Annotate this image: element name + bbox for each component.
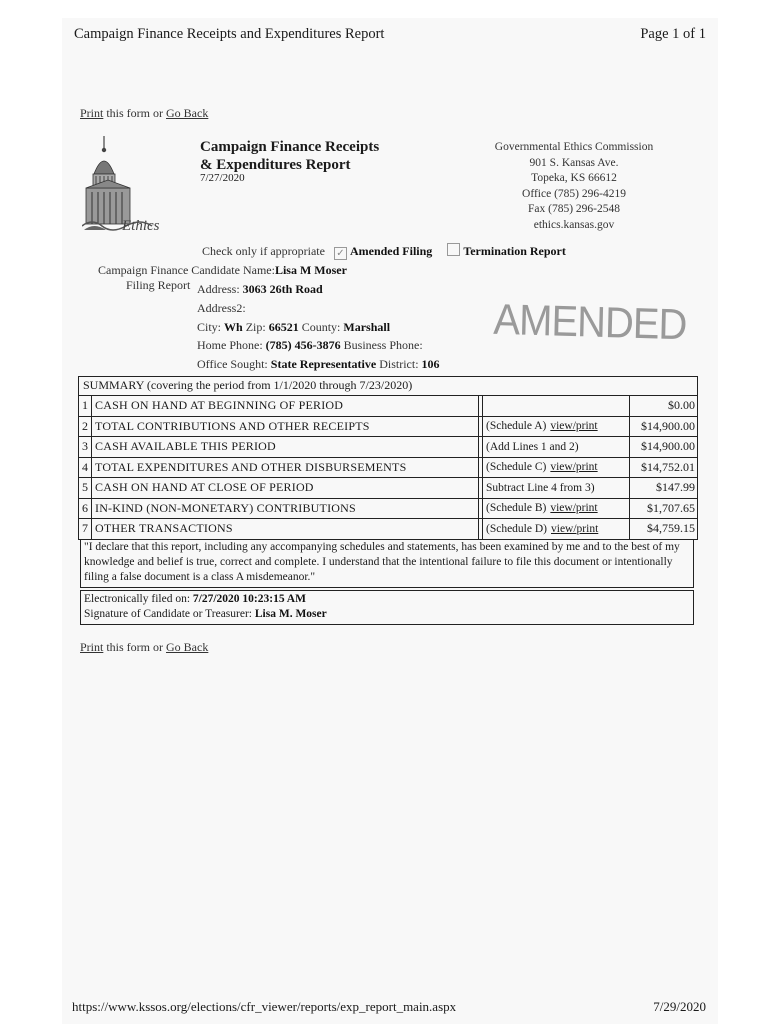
office-row (197, 357, 440, 372)
termination-report-checkbox[interactable] (447, 243, 460, 256)
city-label: City: (197, 320, 222, 334)
print-link-bottom[interactable]: Print (80, 640, 104, 654)
summary-amount: $14,752.01 (641, 459, 695, 474)
address2-label: Address2: (197, 301, 246, 315)
signer-name: Lisa M. Moser (254, 608, 327, 620)
summary-row (79, 519, 697, 539)
amended-filing-checkbox[interactable]: ✓ (334, 247, 347, 260)
summary-schedule-cell (483, 396, 630, 416)
summary-schedule-cell (483, 519, 630, 539)
capitol-ethics-logo (82, 134, 170, 234)
summary-amount: $0.00 (668, 398, 695, 413)
agency-website: ethics.kansas.gov (533, 218, 615, 231)
report-title-line2: & Expenditures Report (200, 157, 351, 173)
termination-report-label: Termination Report (463, 244, 566, 258)
footer-url: https://www.kssos.org/elections/cfr_viewer/reports/exp_report_main.aspx (72, 999, 457, 1014)
summary-line-description: CASH ON HAND AT BEGINNING OF PERIOD (92, 396, 479, 416)
summary-schedule-text: (Add Lines 1 and 2) (486, 440, 579, 453)
summary-schedule-text: (Schedule A) (486, 420, 547, 433)
summary-line-description: OTHER TRANSACTIONS (92, 519, 479, 539)
candidate-name-row (98, 263, 347, 278)
summary-schedule-cell (483, 478, 630, 498)
view-print-link[interactable]: view/print (550, 502, 598, 515)
county-label: County: (301, 320, 341, 334)
agency-office-phone: Office (785) 296-4219 (522, 187, 626, 200)
summary-amount: $14,900.00 (641, 439, 695, 454)
filing-info (80, 590, 694, 625)
summary-schedule-text: (Schedule C) (486, 461, 547, 474)
summary-heading: SUMMARY (covering the period from 1/1/2020 through 7/23/2020) (79, 377, 697, 396)
summary-row (79, 478, 697, 499)
county-value: Marshall (343, 320, 391, 334)
district-value: 106 (421, 357, 440, 371)
summary-row (79, 458, 697, 479)
agency-street: 901 S. Kansas Ave. (529, 156, 619, 169)
nav-connector-bottom: this form or (106, 640, 164, 654)
summary-line-number: 6 (79, 499, 92, 519)
bottom-nav (80, 640, 208, 655)
report-date: 7/27/2020 (200, 172, 245, 184)
summary-amount: $4,759.15 (647, 521, 695, 536)
view-print-link[interactable]: view/print (550, 420, 598, 433)
agency-fax: Fax (785) 296-2548 (528, 203, 620, 215)
footer-date: 7/29/2020 (653, 999, 706, 1014)
candidate-name-label: Campaign Finance Candidate Name: (98, 263, 275, 277)
candidate-name: Lisa M Moser (274, 263, 347, 277)
summary-line-number: 4 (79, 458, 92, 478)
report-title (200, 138, 379, 174)
summary-schedule-cell (483, 458, 630, 478)
agency-name: Governmental Ethics Commission (494, 141, 654, 153)
city-value: Wh (224, 320, 243, 334)
district-label: District: (379, 357, 419, 371)
office-value: State Representative (270, 357, 377, 371)
go-back-link[interactable]: Go Back (166, 106, 209, 120)
page-number: Page 1 of 1 (640, 26, 706, 42)
svg-text:Ethics: Ethics (122, 218, 160, 234)
nav-connector: this form or (106, 106, 164, 120)
summary-line-number: 3 (79, 437, 92, 457)
summary-line-description: TOTAL EXPENDITURES AND OTHER DISBURSEMENTS (92, 458, 479, 478)
summary-line-number: 1 (79, 396, 92, 416)
home-phone-label: Home Phone: (197, 338, 263, 352)
summary-schedule-text: (Schedule B) (486, 502, 547, 515)
check-label: Check only if appropriate (202, 244, 325, 258)
top-nav (80, 106, 208, 121)
summary-schedule-text: Subtract Line 4 from 3) (486, 481, 595, 494)
city-zip-county-row (197, 320, 390, 335)
summary-schedule-cell (483, 417, 630, 437)
summary-schedule-text: (Schedule D) (486, 522, 547, 535)
address-value: 3063 26th Road (242, 282, 323, 296)
zip-label: Zip: (245, 320, 266, 334)
filed-on-row (84, 592, 690, 607)
summary-table (78, 376, 698, 540)
address-label: Address: (197, 282, 240, 296)
signature-row (84, 607, 690, 622)
summary-line-description: CASH ON HAND AT CLOSE OF PERIOD (92, 478, 479, 498)
summary-row (79, 396, 697, 417)
summary-line-number: 7 (79, 519, 92, 539)
declaration-text: "I declare that this report, including any accompanying schedules and statements, has been examined by me and to the best of my knowledge and belief is true, correct and complete. I understand that the intentional failure to file this document or intentionally filing a false document is a class A misdemeanor." (80, 539, 694, 588)
amended-filing-label: Amended Filing (349, 244, 433, 258)
agency-city: Topeka, KS 66612 (531, 172, 617, 184)
filing-report-label: Filing Report (126, 278, 191, 292)
summary-amount: $1,707.65 (647, 500, 695, 515)
business-phone-label: Business Phone: (343, 338, 423, 352)
summary-line-description: CASH AVAILABLE THIS PERIOD (92, 437, 479, 457)
agency-address-block (476, 140, 672, 233)
summary-line-description: TOTAL CONTRIBUTIONS AND OTHER RECEIPTS (92, 417, 479, 437)
summary-schedule-cell (483, 437, 630, 457)
office-label: Office Sought: (197, 357, 268, 371)
page-header-title: Campaign Finance Receipts and Expenditures Report (74, 26, 385, 42)
report-title-line1: Campaign Finance Receipts (200, 139, 380, 155)
amended-stamp: AMENDED (492, 296, 687, 349)
view-print-link[interactable]: view/print (550, 461, 598, 474)
zip-value: 66521 (268, 320, 299, 334)
summary-amount: $147.99 (656, 480, 695, 495)
view-print-link[interactable]: view/print (551, 522, 599, 535)
filed-on-label: Electronically filed on: (84, 593, 191, 605)
summary-row (79, 499, 697, 520)
summary-line-number: 5 (79, 478, 92, 498)
summary-line-number: 2 (79, 417, 92, 437)
go-back-link-bottom[interactable]: Go Back (166, 640, 209, 654)
address-row (197, 282, 323, 297)
summary-row (79, 417, 697, 438)
summary-schedule-cell (483, 499, 630, 519)
summary-line-description: IN-KIND (NON-MONETARY) CONTRIBUTIONS (92, 499, 479, 519)
filed-on-datetime: 7/27/2020 10:23:15 AM (192, 593, 306, 605)
summary-amount: $14,900.00 (641, 418, 695, 433)
summary-row (79, 437, 697, 458)
phone-row (197, 338, 423, 353)
filing-type-checks (202, 243, 566, 260)
print-link[interactable]: Print (80, 106, 104, 120)
signature-label: Signature of Candidate or Treasurer: (84, 608, 252, 620)
home-phone-value: (785) 456-3876 (265, 338, 341, 352)
